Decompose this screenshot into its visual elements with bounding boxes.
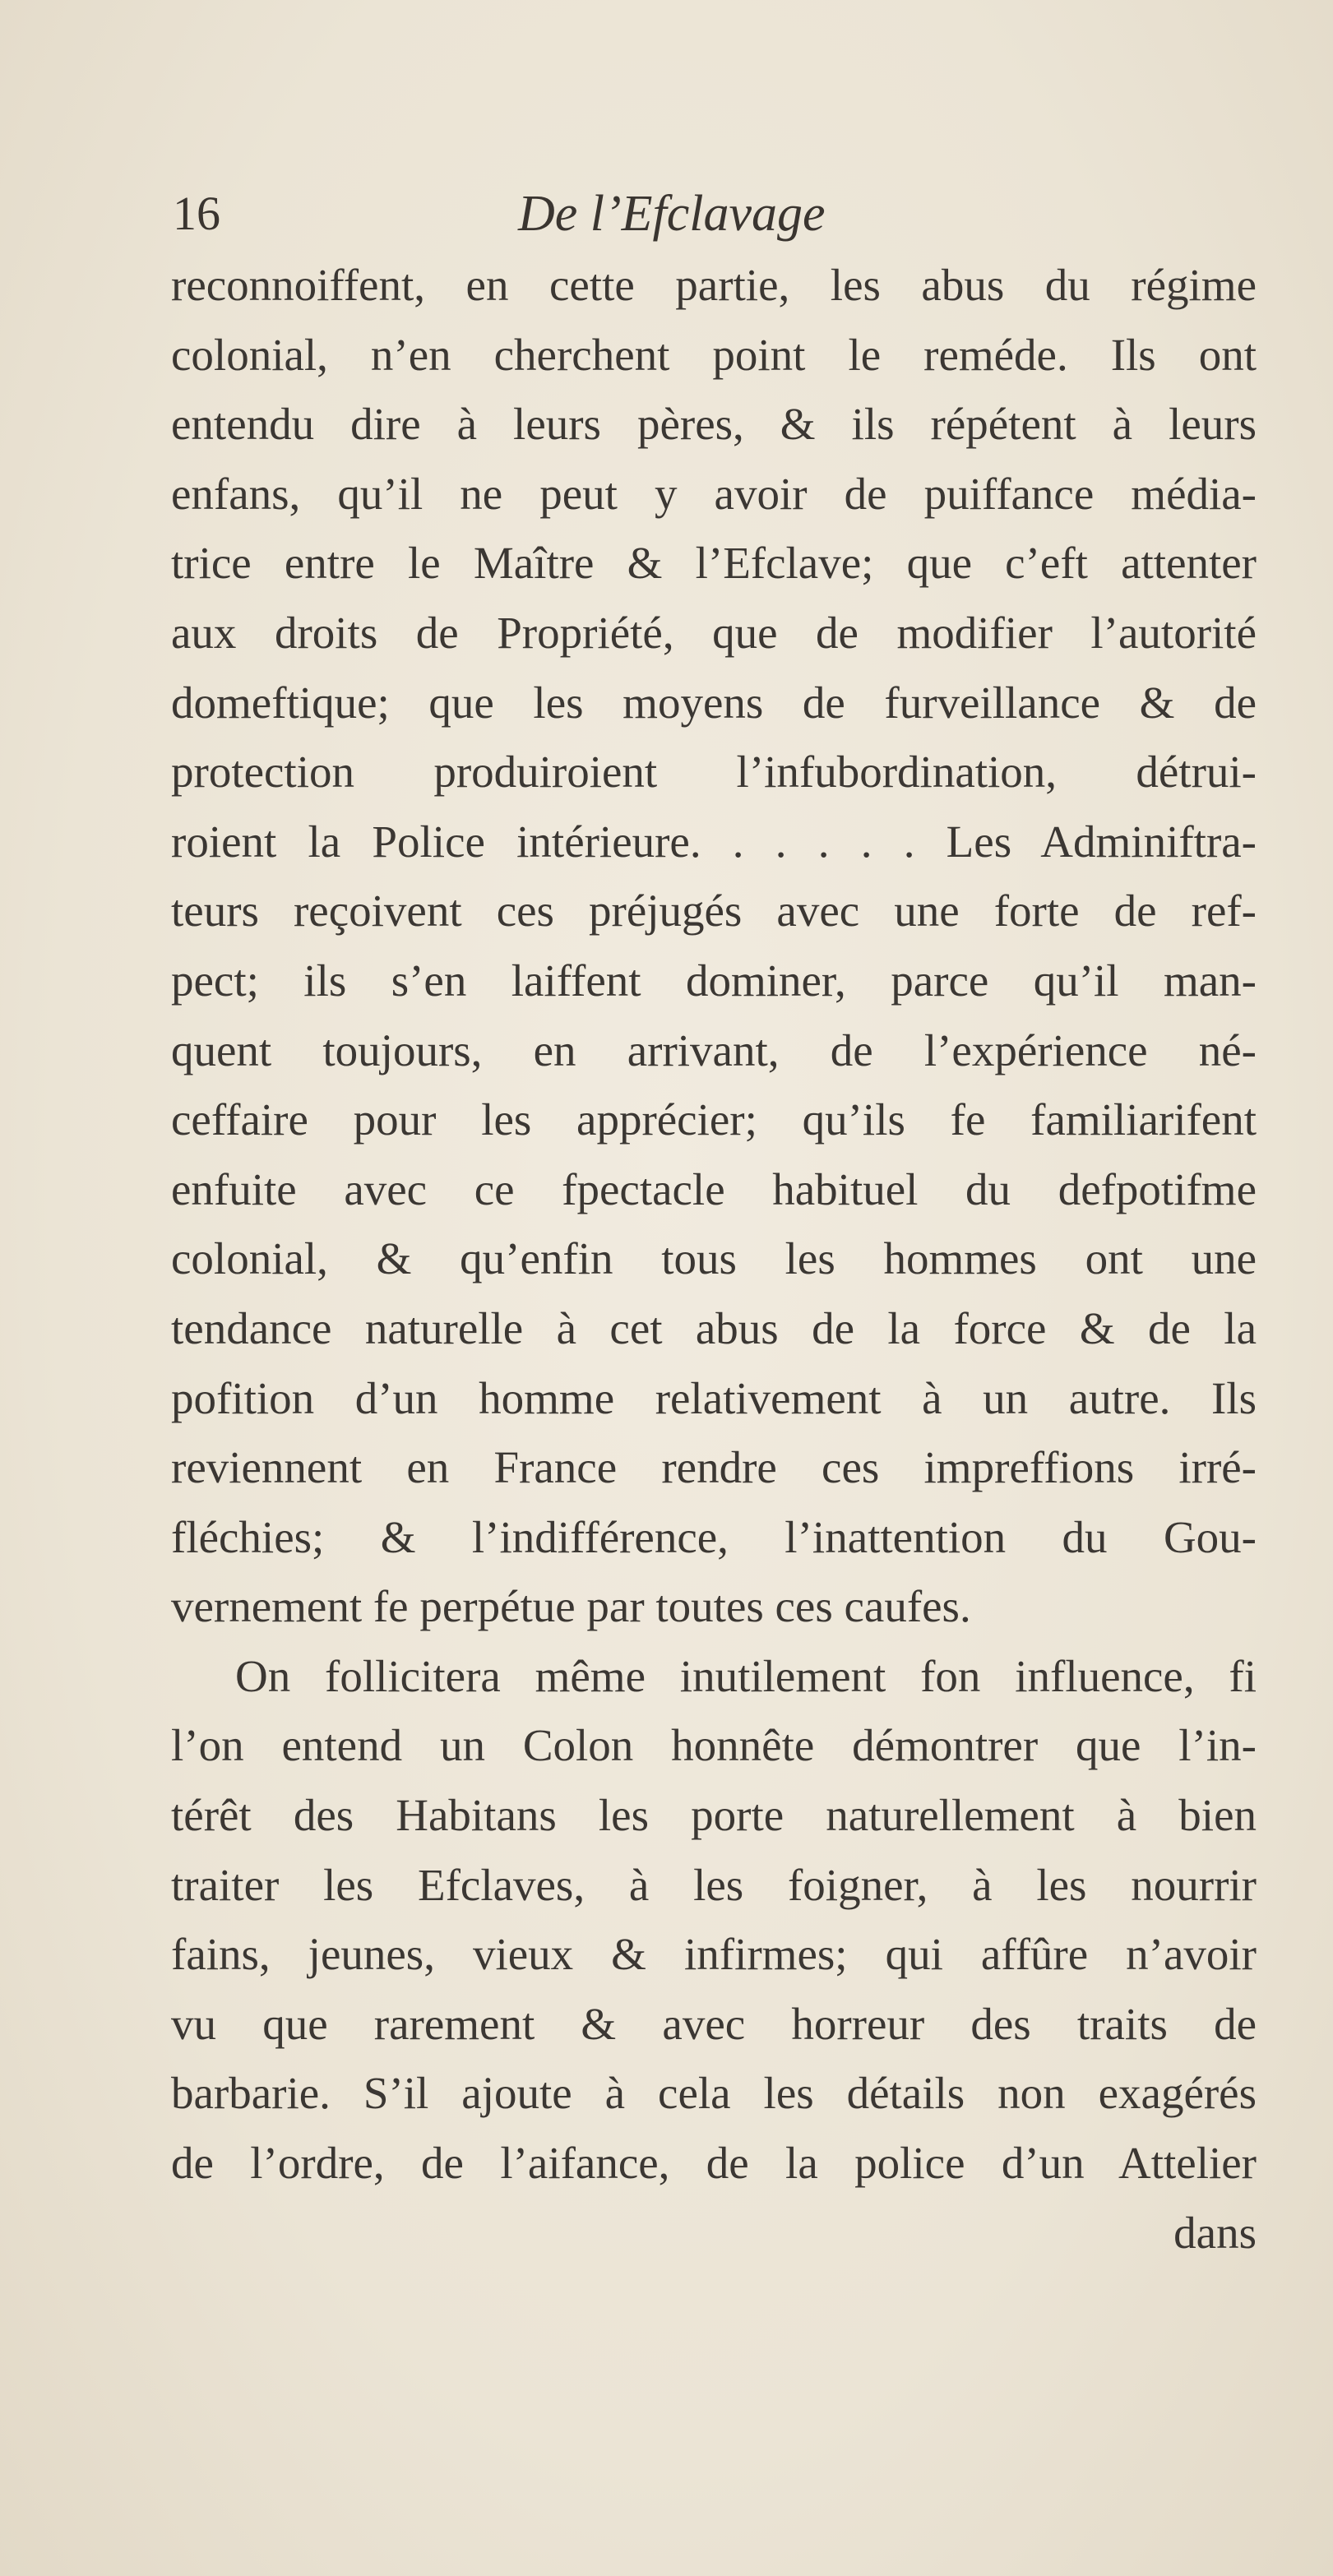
text-line: pofition d’un homme relativement à un autre. Ils	[171, 1372, 1257, 1423]
text-line: colonial, & qu’enfin tous les hommes ont une	[171, 1233, 1257, 1284]
text-line: aux droits de Propriété, que de modifier l’autorité	[171, 607, 1257, 658]
page-number: 16	[173, 187, 220, 240]
body-text	[171, 251, 1257, 2268]
page-header	[173, 181, 1258, 247]
text-line: traiter les Efclaves, à les foigner, à les nourrir	[171, 1859, 1257, 1910]
paragraph-end-line: vernement fe perpétue par toutes ces caufes.	[171, 1581, 971, 1632]
paragraph-start-line: On follicitera même inutilement fon influence, fi	[235, 1650, 1257, 1701]
text-line: colonial, n’en cherchent point le reméde. Ils ont	[171, 329, 1257, 380]
text-line: reconnoiffent, en cette partie, les abus du régime	[171, 260, 1257, 310]
text-line: tendance naturelle à cet abus de la force & de la	[171, 1302, 1257, 1353]
running-head: De l’Efclavage	[518, 186, 826, 242]
text-line: protection produiroient l’infubordination, détrui-	[171, 747, 1257, 798]
text-line: barbarie. S’il ajoute à cela les détails non exagérés	[171, 2068, 1257, 2119]
text-line: reviennent en France rendre ces impreffions irré-	[171, 1442, 1257, 1493]
text-line: entendu dire à leurs pères, & ils répétent à leurs	[171, 399, 1257, 450]
text-line: fléchies; & l’indifférence, l’inattention du Gou-	[171, 1511, 1257, 1562]
text-line: fains, jeunes, vieux & infirmes; qui affûre n’avoir	[171, 1929, 1257, 1980]
text-line: ceffaire pour les apprécier; qu’ils fe familiarifent	[171, 1094, 1257, 1145]
text-line: pect; ils s’en laiffent dominer, parce qu’il man-	[171, 955, 1257, 1006]
text-line: de l’ordre, de l’aifance, de la police d’un Attelier	[171, 2138, 1257, 2189]
text-line: enfuite avec ce fpectacle habituel du defpotifme	[171, 1163, 1257, 1214]
text-line: domeftique; que les moyens de furveillance & de	[171, 677, 1257, 728]
text-line: térêt des Habitans les porte naturellement à bien	[171, 1790, 1257, 1841]
text-line: trice entre le Maître & l’Efclave; que c’eft attenter	[171, 538, 1257, 589]
text-line: l’on entend un Colon honnête démontrer que l’in-	[171, 1720, 1257, 1771]
text-line: vu que rarement & avec horreur des traits de	[171, 1998, 1257, 2049]
text-line: teurs reçoivent ces préjugés avec une forte de ref-	[171, 886, 1257, 937]
text-line: enfans, qu’il ne peut y avoir de puiffance média-	[171, 468, 1257, 519]
text-line: quent toujours, en arrivant, de l’expérience né-	[171, 1024, 1257, 1075]
catchword: dans	[1173, 2207, 1257, 2258]
text-line: roient la Police intérieure. . . . . . Les Adminiftra-	[171, 816, 1257, 867]
